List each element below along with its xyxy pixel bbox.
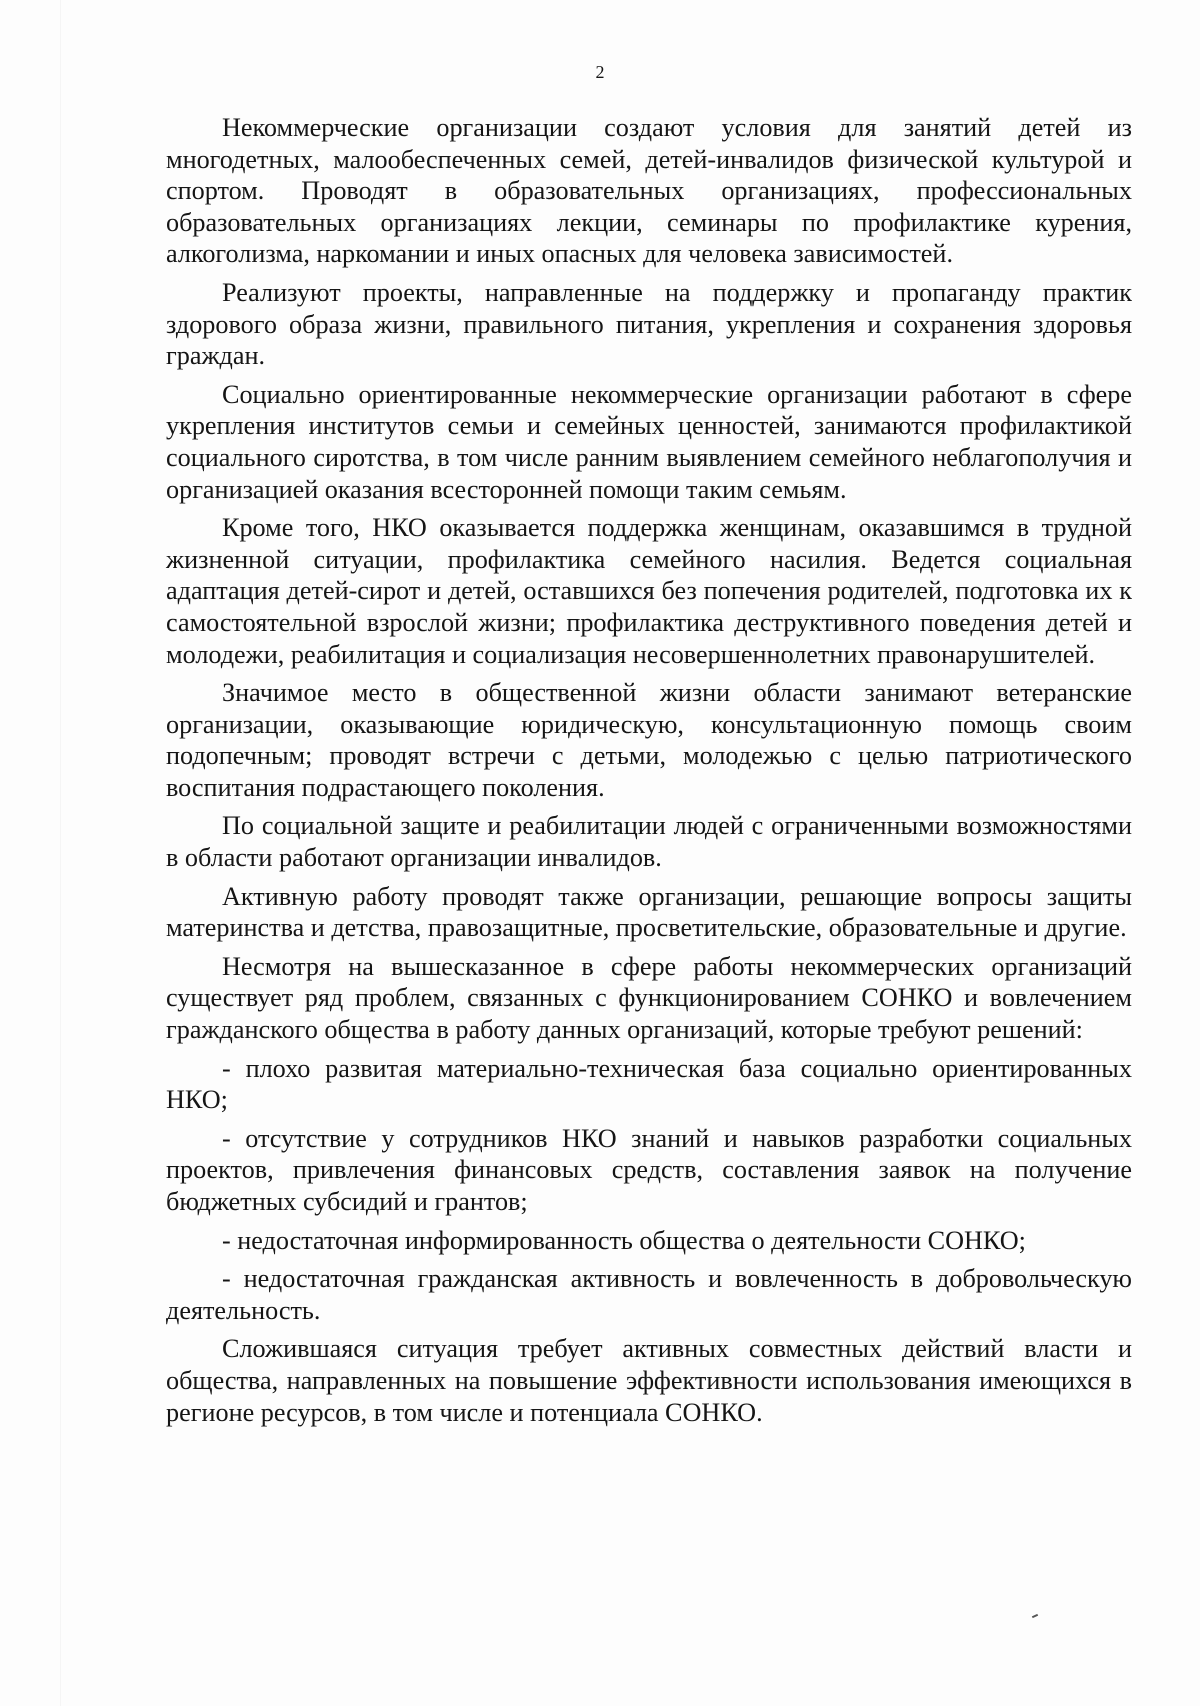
list-item-material-base: - плохо развитая материально-техническая база социально ориентированных НКО; — [166, 1053, 1132, 1115]
scan-edge-shadow — [60, 0, 61, 1706]
list-item-public-awareness: - недостаточная информированность общества о деятельности СОНКО; — [222, 1225, 1026, 1255]
paragraph-sports-education: Некоммерческие организации создают условия для занятий детей из многодетных, малообеспеченных семей, детей-инвалидов физической культурой и спортом. Проводят в образовательных организациях, профессиональных образовательных организациях лекции, семинары по профилактике курения, алкоголизма, наркомании и иных опасных для человека зависимостей. — [166, 113, 1132, 269]
paragraph-women-children-support: Кроме того, НКО оказывается поддержка женщинам, оказавшимся в трудной жизненной ситуации, профилактика семейного насилия. Ведется социальная адаптация детей-сирот и детей, оставшихся без попечения родителей, подготовка их к самостоятельной взрослой жизни; профилактика деструктивного поведения детей и молодежи, реабилитация и социализация несовершеннолетних правонарушителей. — [166, 513, 1132, 669]
document-body — [166, 112, 1132, 1435]
paragraph-other-organizations: Активную работу проводят также организации, решающие вопросы защиты материнства и детства, правозащитные, просветительские, образовательные и другие. — [166, 881, 1132, 943]
list-item-civic-activity: - недостаточная гражданская активность и вовлеченность в добровольческую деятельность. — [166, 1264, 1132, 1325]
page-number: 2 — [595, 62, 605, 82]
list-item-staff-skills: - отсутствие у сотрудников НКО знаний и навыков разработки социальных проектов, привлечения финансовых средств, составления заявок на получение бюджетных субсидий и грантов; — [166, 1123, 1132, 1216]
paragraph-veteran-organizations: Значимое место в общественной жизни области занимают ветеранские организации, оказывающие юридическую, консультационную помощь своим подопечным; проводят встречи с детьми, молодежью с целью патриотического воспитания подрастающего поколения. — [166, 678, 1132, 802]
paragraph-healthy-lifestyle: Реализуют проекты, направленные на поддержку и пропаганду практик здорового образа жизни, правильного питания, укрепления и сохранения здоровья граждан. — [166, 277, 1132, 371]
paragraph-problems-intro: Несмотря на вышесказанное в сфере работы некоммерческих организаций существует ряд проблем, связанных с функционированием СОНКО и вовлечением гражданского общества в работу данных организаций, которые требуют решений: — [166, 951, 1132, 1045]
paragraph-family-support: Социально ориентированные некоммерческие организации работают в сфере укрепления институтов семьи и семейных ценностей, занимаются профилактикой социального сиротства, в том числе ранним выявлением семейного неблагополучия и организацией оказания всесторонней помощи таким семьям. — [166, 379, 1132, 504]
paragraph-conclusion: Сложившаяся ситуация требует активных совместных действий власти и общества, направленных на повышение эффективности использования имеющихся в регионе ресурсов, в том числе и потенциала СОНКО. — [166, 1334, 1132, 1427]
paragraph-disability-organizations: По социальной защите и реабилитации людей с ограниченными возможностями в области работают организации инвалидов. — [166, 811, 1132, 873]
scan-mark — [1032, 1614, 1038, 1618]
